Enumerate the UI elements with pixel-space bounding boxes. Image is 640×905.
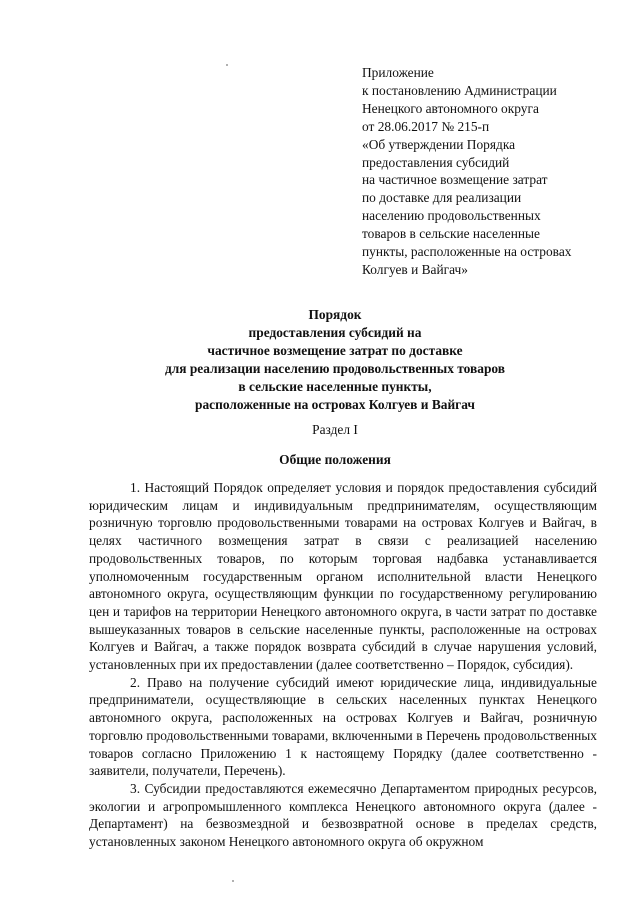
- scan-speck: [226, 64, 228, 66]
- body-text: [89, 479, 597, 851]
- paragraph-text: 2. Право на получение субсидий имеют юридические лица, индивидуальные предприниматели, осуществляющие в сельских населенных пунктах Ненецкого автономного округа, расположенных на островах Колгуев и Вайгач, розничную торговлю продовольственными товарами, включенными в Перечень продовольственных товаров согласно Приложению 1 к настоящему Порядку (далее соответственно - заявители, получатели, Перечень).: [89, 674, 597, 779]
- appendix-line: к постановлению Администрации: [362, 82, 557, 98]
- scan-speck: [232, 880, 234, 882]
- section-number: Раздел I: [312, 422, 358, 437]
- paragraph: [89, 674, 597, 780]
- document-title: [120, 306, 550, 413]
- title-line: в сельские населенные пункты,: [238, 378, 432, 394]
- appendix-line: на частичное возмещение затрат: [362, 172, 548, 188]
- paragraph-text: 3. Субсидии предоставляются ежемесячно Департаментом природных ресурсов, экологии и агропромышленного комплекса Ненецкого автономного округа (далее - Департамент) на безвозмездной и безвозвратной основе в пределах средств, установленных законом Ненецкого автономного округа об окружном: [89, 780, 597, 850]
- appendix-line: пункты, расположенные на островах: [362, 244, 572, 260]
- appendix-line: предоставления субсидий: [362, 154, 510, 170]
- appendix-line: Ненецкого автономного округа: [362, 100, 539, 116]
- appendix-line: Колгуев и Вайгач»: [362, 261, 468, 277]
- section-title: Общие положения: [279, 452, 391, 467]
- title-line: Порядок: [308, 307, 362, 322]
- appendix-line: от 28.06.2017 № 215-п: [362, 118, 490, 134]
- appendix-line: Приложение: [362, 65, 434, 80]
- title-line: предоставления субсидий на: [248, 324, 422, 340]
- title-line: частичное возмещение затрат по доставке: [207, 342, 463, 358]
- appendix-line: товаров в сельские населенные: [362, 226, 540, 242]
- appendix-block: [362, 64, 627, 279]
- paragraph: [89, 479, 597, 674]
- appendix-line: по доставке для реализации: [362, 190, 522, 206]
- appendix-line: «Об утверждении Порядка: [362, 136, 516, 152]
- paragraph-text: 1. Настоящий Порядок определяет условия и порядок предоставления субсидий юридическим лицам и индивидуальным предпринимателям, осуществляющим розничную торговлю продовольственными товарами на островах Колгуев и Вайгач, в целях частичного возмещения затрат в связи с реализацией населению продовольственных товаров, по которым торговая надбавка устанавливается уполномоченным государственным органом исполнительной власти Ненецкого автономного округа, осуществляющим функции по государственному регулированию цен и тарифов на территории Ненецкого автономного округа, в части затрат по доставке вышеуказанных товаров в сельские населенные пункты, расположенные на островах Колгуев и Вайгач, а также порядок возврата субсидий в случае нарушения условий, установленных при их предоставлении (далее соответственно – Порядок, субсидия).: [89, 480, 597, 673]
- appendix-line: населению продовольственных: [362, 208, 541, 224]
- title-line: для реализации населению продовольственных товаров: [164, 360, 506, 376]
- paragraph: [89, 780, 597, 851]
- title-line: расположенные на островах Колгуев и Вайгач: [195, 396, 475, 412]
